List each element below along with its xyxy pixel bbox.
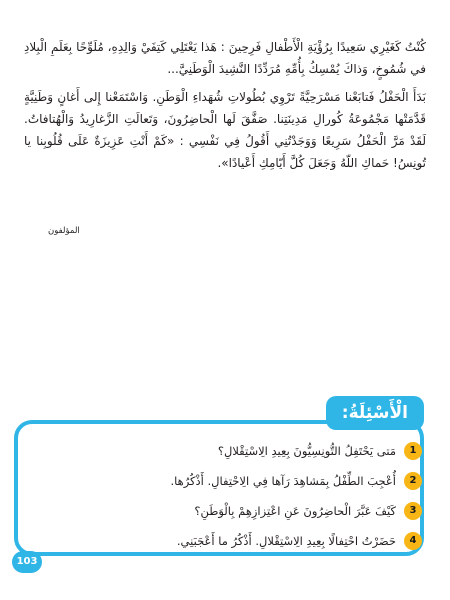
question-item <box>62 438 422 464</box>
question-number-badge: 1 <box>404 442 422 460</box>
question-item <box>62 468 422 494</box>
passage-paragraph-1: كُنْتُ كَغَيْرِي سَعِيدًا بِرُؤْيَةِ الْأَطْفالِ فَرِحِينَ : هَذا يَعْتَلِي كَتِفَيْ وَالِدِهِ، مُلَوِّحًا بِعَلَمِ الْبِلادِ في شُمُوخٍ، وَذاكَ يُمْسِكُ بِأُمِّهِ مُرَدِّدًا النَّشِيدَ الْوَطَنِيَّ... <box>24 40 426 76</box>
passage-paragraph-2: بَدَأَ الْحَفْلُ فَتابَعْنا مَسْرَحِيَّةً تَرْوِي بُطُولاتِ شُهَداءِ الْوَطَنِ. وَاسْتَمَعْنا إِلى أَغانٍ وَطَنِيَّةٍ قَدَّمَتْها مَجْمُوعَةُ كُورالِ مَدِينَتِنا. صَفَّقَ لَها الْحاضِرُونَ، وَتَعالَتِ الزَّغارِيدُ وَالْهُتافاتُ. لَقَدْ مَرَّ الْحَفْلُ سَرِيعًا وَوَجَدْتُنِي أَقُولُ فِي نَفْسِي : «كَمْ أَنْتِ عَزِيزَةٌ عَلَى قُلُوبِنا يا تُونِسُ! حَماكِ اللّهُ وَجَعَلَ كُلَّ أَيّامِكِ أَعْيادًا». <box>24 90 426 170</box>
author-credit: المؤلفون <box>48 226 80 236</box>
questions-title: الْأَسْئِلَةُ: <box>326 396 424 430</box>
page-number: 103 <box>12 551 42 573</box>
question-number-badge: 4 <box>404 532 422 550</box>
question-text: حَضَرْتُ احْتِفالًا بِعِيدِ الِاسْتِقْلالِ. أَذْكُرُ ما أَعْجَبَنِي. <box>176 534 396 548</box>
question-number-badge: 2 <box>404 472 422 490</box>
reading-passage <box>24 36 426 180</box>
question-text: كَيْفَ عَبَّرَ الْحاضِرُونَ عَنِ اعْتِزازِهِمْ بِالْوَطَنِ؟ <box>194 504 396 518</box>
question-number-badge: 3 <box>404 502 422 520</box>
question-item <box>62 528 422 554</box>
question-text: أُعْجِبَ الطِّفْلُ بِمَشاهِدَ رَآها فِي الِاحْتِفالِ. أَذْكُرُها. <box>170 474 396 488</box>
question-item <box>62 498 422 524</box>
questions-list <box>62 438 422 558</box>
question-text: مَتى يَحْتَفِلُ التُّونِسِيُّونَ بِعِيدِ الِاسْتِقْلالِ؟ <box>217 444 396 458</box>
